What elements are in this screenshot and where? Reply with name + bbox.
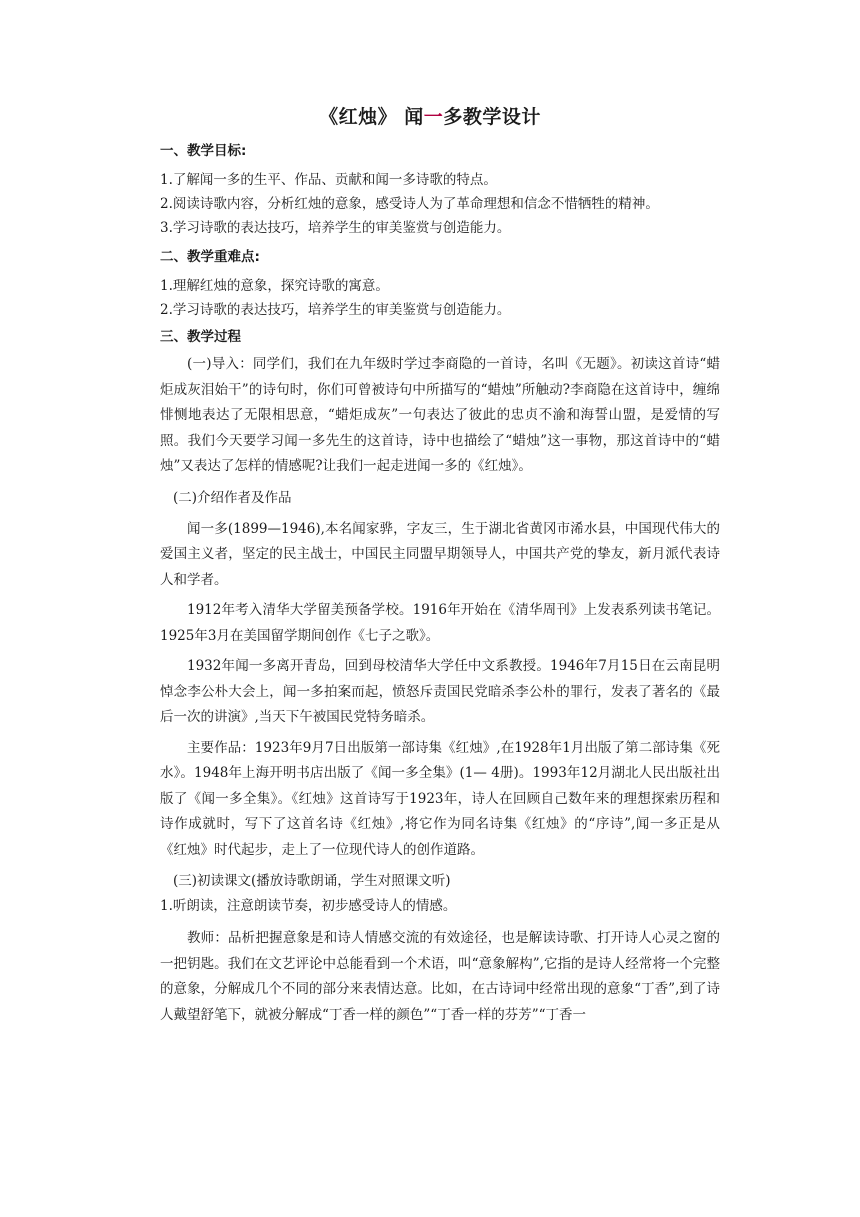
document-title	[0, 102, 860, 129]
author-paragraph: 1912年考入清华大学留美预备学校。1916年开始在《清华周刊》上发表系列读书笔记。1925年3月在美国留学期间创作《七子之歌》。	[160, 602, 720, 644]
author-paragraph: 闻一多(1899—1946),本名闻家骅，字友三，生于湖北省黄冈市浠水县，中国现代伟大的爱国主义者，坚定的民主战士，中国民主同盟早期领导人，中国共产党的挚友，新月派代表诗人和学者。	[160, 520, 720, 588]
title-part: 多教学设计	[443, 106, 541, 128]
section-heading-process: 三、教学过程	[160, 329, 241, 345]
goal-item: 3.学习诗歌的表达技巧，培养学生的审美鉴赏与创造能力。	[160, 220, 511, 236]
goal-item: 2.阅读诗歌内容，分析红烛的意象，感受诗人为了革命理想和信念不惜牺牲的精神。	[160, 196, 659, 212]
teacher-paragraph: 教师：品析把握意象是和诗人情感交流的有效途径，也是解读诗歌、打开诗人心灵之窗的一把钥匙。我们在文艺评论中总能看到一个术语，叫“意象解构”,它指的是诗人经常将一个完整的意象，分解成几个不同的部分来表情达意。比如，在古诗词中经常出现的意象“丁香”,到了诗人戴望舒笔下，就被分解成“丁香一样的颜色”“丁香一样的芬芳”“丁香一	[160, 930, 720, 1023]
key-point-item: 1.理解红烛的意象，探究诗歌的寓意。	[160, 278, 389, 294]
title-dash: 一	[423, 106, 444, 128]
reading-item: 1.听朗读，注意朗读节奏，初步感受诗人的情感。	[160, 898, 457, 914]
section-heading-key-points: 二、教学重难点:	[160, 249, 260, 265]
intro-paragraph: (一)导入：同学们，我们在九年级时学过李商隐的一首诗，名叫《无题》。初读这首诗“蜡炬成灰泪始干”的诗句时，你们可曾被诗句中所描写的“蜡烛”所触动?李商隐在这首诗中，缠绵悱恻地表达了无限相思意，“蜡炬成灰”一句表达了彼此的忠贞不渝和海誓山盟，是爱情的写照。我们今天要学习闻一多先生的这首诗，诗中也描绘了“蜡烛”这一事物，那这首诗中的“蜡烛”又表达了怎样的情感呢?让我们一起走进闻一多的《红烛》。	[160, 356, 720, 474]
author-heading: (二)介绍作者及作品	[173, 489, 292, 506]
title-part: 《红烛》 闻	[319, 106, 424, 128]
reading-heading: (三)初读课文(播放诗歌朗诵，学生对照课文听)	[173, 873, 451, 889]
key-point-item: 2.学习诗歌的表达技巧，培养学生的审美鉴赏与创造能力。	[160, 302, 511, 318]
section-heading-goals: 一、教学目标:	[160, 143, 247, 159]
author-paragraph: 1932年闻一多离开青岛，回到母校清华大学任中文系教授。1946年7月15日在云南昆明悼念李公朴大会上，闻一多拍案而起，愤怒斥责国民党暗杀李公朴的罪行，发表了著名的《最后一次的讲演》,当天下午被国民党特务暗杀。	[160, 658, 720, 725]
goal-item: 1.了解闻一多的生平、作品、贡献和闻一多诗歌的特点。	[160, 172, 497, 188]
author-paragraph: 主要作品：1923年9月7日出版第一部诗集《红烛》,在1928年1月出版了第二部诗集《死水》。1948年上海开明书店出版了《闻一多全集》(1— 4册)。1993年12月湖北人民出版社出版了《闻一多全集》。《红烛》这首诗写于1923年，诗人在回顾自己数年来的理想探索历程和诗作成就时，写下了这首名诗《红烛》,将它作为同名诗集《红烛》的“序诗”,闻一多正是从《红烛》时代起步，走上了一位现代诗人的创作道路。	[160, 739, 720, 858]
document-body	[160, 140, 720, 1033]
